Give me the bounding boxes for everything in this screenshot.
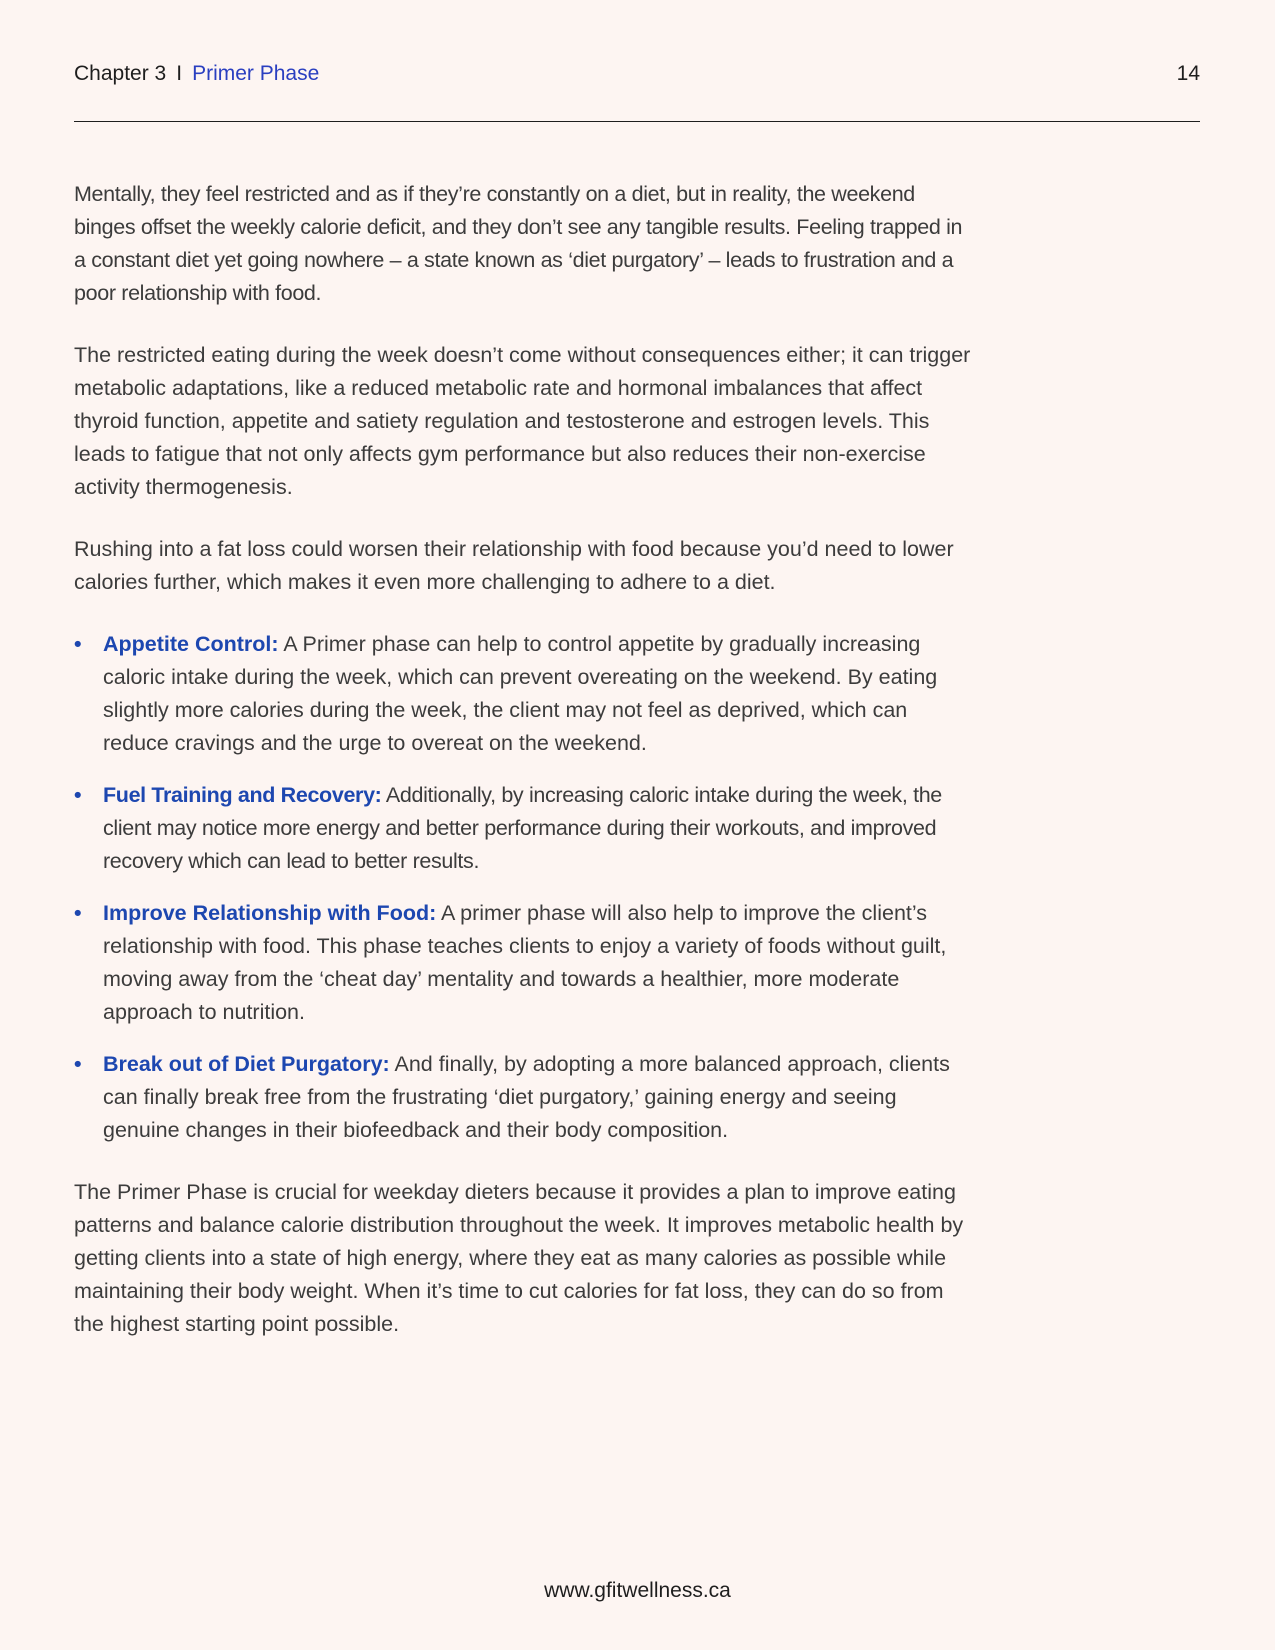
section-title: Primer Phase [192,62,320,85]
chapter-label: Chapter 3 [74,62,167,85]
page-header [74,62,1200,92]
list-item-text: And finally, by adopting a more balanced approach, clients can finally break free from the frustrating ‘diet purgatory,’ gaining energy and seeing genuine changes in their biofeedback and their body composition. [103,1052,950,1142]
list-item-term: Fuel Training and Recovery: [103,783,382,807]
bullet-icon: • [74,783,82,807]
page-number: 14 [1176,62,1200,85]
paragraph-metabolic-adaptations: The restricted eating during the week doesn’t come without consequences either; it can trigger metabolic adaptations, like a reduced metabolic rate and hormonal imbalances that affect thyroid function, appetite and satiety regulation and testosterone and estrogen levels. This leads to fatigue that not only affects gym performance but also reduces their non-exercise activity thermogenesis. [74,343,971,499]
paragraph-rushing-fat-loss: Rushing into a fat loss could worsen their relationship with food because you’d need to lower calories further, which makes it even more challenging to adhere to a diet. [74,537,954,594]
header-separator: I [176,62,183,85]
list-item-text: A primer phase will also help to improve the client’s relationship with food. This phase teaches clients to enjoy a variety of foods without guilt, moving away from the ‘cheat day’ mentality and towards a healthier, more moderate approach to nutrition. [103,901,947,1024]
running-head [74,62,319,86]
list-item-term: Appetite Control: [103,632,279,656]
list-item-text: A Primer phase can help to control appetite by gradually increasing caloric intake during the week, which can prevent overeating on the weekend. By eating slightly more calories during the week, the client may not feel as deprived, which can reduce cravings and the urge to overeat on the weekend. [103,632,938,755]
list-item-term: Break out of Diet Purgatory: [103,1052,390,1076]
paragraph-conclusion: The Primer Phase is crucial for weekday dieters because it provides a plan to improve eating patterns and balance calorie distribution throughout the week. It improves metabolic health by getting clients into a state of high energy, where they eat as many calories as possible while maintaining their body weight. When it’s time to cut calories for fat loss, they can do so from the highest starting point possible. [74,1180,964,1336]
list-item-fuel-training [74,779,974,878]
list-item-term: Improve Relationship with Food: [103,901,437,925]
footer-website: www.gfitwellness.ca [544,1579,731,1602]
list-item-diet-purgatory [74,1048,974,1147]
bullet-icon: • [74,1052,82,1076]
list-item-relationship-with-food [74,897,974,1029]
bullet-icon: • [74,901,82,925]
body-content [74,178,974,1370]
paragraph-diet-purgatory: Mentally, they feel restricted and as if they’re constantly on a diet, but in reality, the weekend binges offset the weekly calorie deficit, and they don’t see any tangible results. Feeling trapped in a constant diet yet going nowhere – a state known as ‘diet purgatory’ – leads to frustration and a poor relationship with food. [74,182,963,305]
list-item-appetite-control [74,628,974,760]
list-item-text: Additionally, by increasing caloric intake during the week, the client may notice more energy and better performance during their workouts, and improved recovery which can lead to better results. [103,783,942,873]
header-divider [74,121,1200,122]
benefits-list [74,628,974,1147]
bullet-icon: • [74,632,82,656]
